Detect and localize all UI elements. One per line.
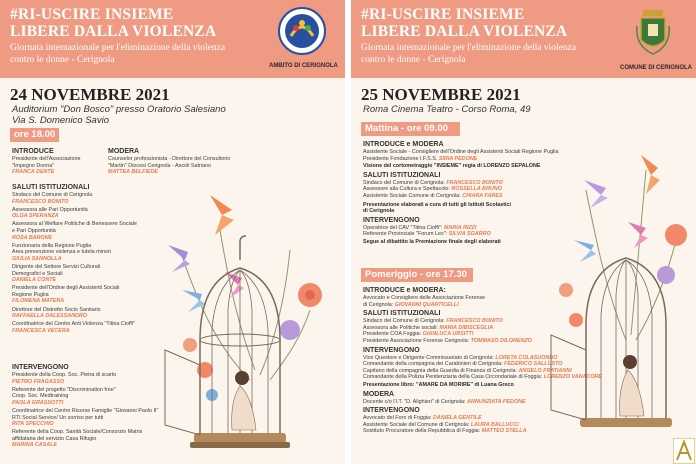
modera-block: MODERA Counselor professionista - Direttore del Consultorio "Martin" Diocesi Cerignola - Ascoli Satriano MATTEA BELFIEDE <box>108 148 231 176</box>
poster-header <box>351 0 696 78</box>
butterfly-icon <box>641 155 660 194</box>
butterfly-icon <box>225 272 244 298</box>
poster-24-november <box>0 0 345 464</box>
venue-address: Via S. Domenico Savio <box>12 115 109 126</box>
time-bar-afternoon: Pomeriggio - ore 17.30 <box>361 268 473 282</box>
birdcage-illustration <box>546 150 696 450</box>
time-bar-morning: Mattina - ore 09.00 <box>361 122 460 136</box>
butterfly-icon <box>584 180 608 208</box>
butterfly-icon <box>628 222 648 248</box>
intervengono-block: INTERVENGONO Presidente della Coop. Soc. Pietra di scarto PIETRO FRAGASSO Referente del progetto "Discrimination free" Coop. Soc. Medtraining PAOLA GRASSOTTI Coordinatrice del Centro Risorse Famiglie "Giovanni Paolo II" RTI Social Service/ Un sorriso per tutti RITA SPECCHIO Referente della Coop. Sanità Sociale/Consorzio Matrix affidataria del servizio Casa Rifugio MARINA CASALE <box>12 364 159 449</box>
poster-title: #RI-USCIRE INSIEME LIBERE DALLA VIOLENZA <box>361 6 568 40</box>
flower-icon <box>657 266 675 284</box>
time-bar: ore 18.00 <box>10 128 59 142</box>
poster-subtitle: Giornata internazionale per l'eliminazione della violenza contro le donne - Cerignola <box>10 43 226 65</box>
poster-title: #RI-USCIRE INSIEME LIBERE DALLA VIOLENZA <box>10 6 217 40</box>
afternoon-program: INTRODUCE e MODERA: Avvocato e Consigliere delle Associazione Forense di Cerignola: GIOVANNI QUARTICELLI SALUTI ISTITUZIONALI Sindaco del Comune di Cerignola: FRANCESCO BONITO Assessora alle Politiche sociali: MARIA DIBISCEGLIA Presidente COA Foggia: GIANLUCA URSITTI Presidente Associazione Forense Cerignola: TOMMASO DILORENZO INTERVENGONO Vice Questore e Dirigente Commissariato di Cerignola: LORETA COLASUONNO Comandante della compagnia dei Carabinieri di Cerignola: FEDERICO SALLUSTO Capitano della compagnia della Guardia di Finanza di Cerignola: ANGELO FRATIANNI Comandante della Polizia Penitenziaria della Casa Circondariale di Foggia: LORENZO VANACORE Presentazione libro: "AMARE DA MORIRE" di Luana Greco MODERA Docente c/o l'I.T. "D. Alighieri" di Cerignola: ANNUNZIATA PEDONE INTERVENGONO Avvocato del Foro di Foggia: DANIELA GENTILE Assistente Sociale del Comune di Cerignola: LAURA BALLUCCI Sostituto Procuratore della Repubblica di Foggia: MATTEO STELLA <box>363 287 603 435</box>
poster-25-november <box>351 0 696 464</box>
introduce-block: INTRODUCE Presidente dell'Associazione "Impegno Donna" FRANCA DENTE <box>12 148 81 176</box>
poster-subtitle: Giornata internazionale per l'eliminazione della violenza contro le donne - Cerignola <box>361 43 577 65</box>
birdcage-illustration <box>160 190 345 464</box>
butterfly-icon <box>210 195 234 235</box>
venue-line: Auditorium "Don Bosco" presso Oratorio Salesiano <box>12 104 226 115</box>
butterfly-icon <box>574 240 596 262</box>
event-date: 25 NOVEMBRE 2021 <box>361 85 521 104</box>
morning-program: INTRODUCE e MODERA Assistente Sociale - Consigliere dell'Ordine degli Assistenti Sociali Regione Puglia Presidente Fondazione I.F.S.S. SIRIA PEDONE Visione del cortometraggio "INSIEME" regia di LORENZO SEPALONE SALUTI ISTITUZIONALI Sindaco del Comune di Cerignola: FRANCESCO BONITO Assessore alla Cultura e Spettacolo: ROSSELLA BRUNO Assistente Sociale Comune di Cerignola: CHIARA FARES Presentazione elaborati a cura di tutti gli Istituti Scolastici di Cerignola INTERVENGONO Operatrice del CAV "Titina Cioffi": MARIA RIZZI Referente Provinciale "Forum Lex": SILVIA SGARRO Segue al dibattito la Premiazione finale degli elaborati <box>363 141 559 245</box>
ambito-logo: AMBITO DI CERIGNOLA <box>269 6 335 69</box>
flower-icon <box>183 338 197 352</box>
comune-logo: COMUNE DI CERIGNOLA <box>620 6 686 71</box>
butterfly-icon <box>182 290 205 312</box>
flower-icon <box>559 283 573 297</box>
ambito-logo-icon <box>277 6 327 56</box>
flower-icon <box>665 224 687 246</box>
venue-line: Roma Cinema Teatro - Corso Roma, 49 <box>363 104 531 115</box>
coat-of-arms-icon <box>633 6 673 58</box>
association-logo-icon <box>673 438 695 464</box>
poster-header <box>0 0 345 78</box>
saluti-block: SALUTI ISTITUZIONALI Sindaco del Comune di Cerignola FRANCESCO BONITO Assessora alle Pari Opportunità OLGA SPERANZA Assessora al Welfare Politiche di Benessere Sociale e Pari Opportunità ROSA BARONE Funzionaria della Regione Puglia Area prevenzione violenza e tutela minori GIULIA SANNOLLA Dirigente del Settore Servizi Culturali Demografici e Sociali DANIELA CONTE Presidente dell'Ordine degli Assistenti Sociali Regione Puglia FILOMENA MATERA Direttore del Distretto Socio Sanitario RAFFAELLA DALESSANDRO Coordinatrice del Centro Anti Violenza "Titina Cioffi" FRANCESCA VECERA <box>12 184 137 334</box>
flower-icon <box>280 320 300 340</box>
flower-icon <box>569 313 583 327</box>
event-date: 24 NOVEMBRE 2021 <box>10 85 170 104</box>
